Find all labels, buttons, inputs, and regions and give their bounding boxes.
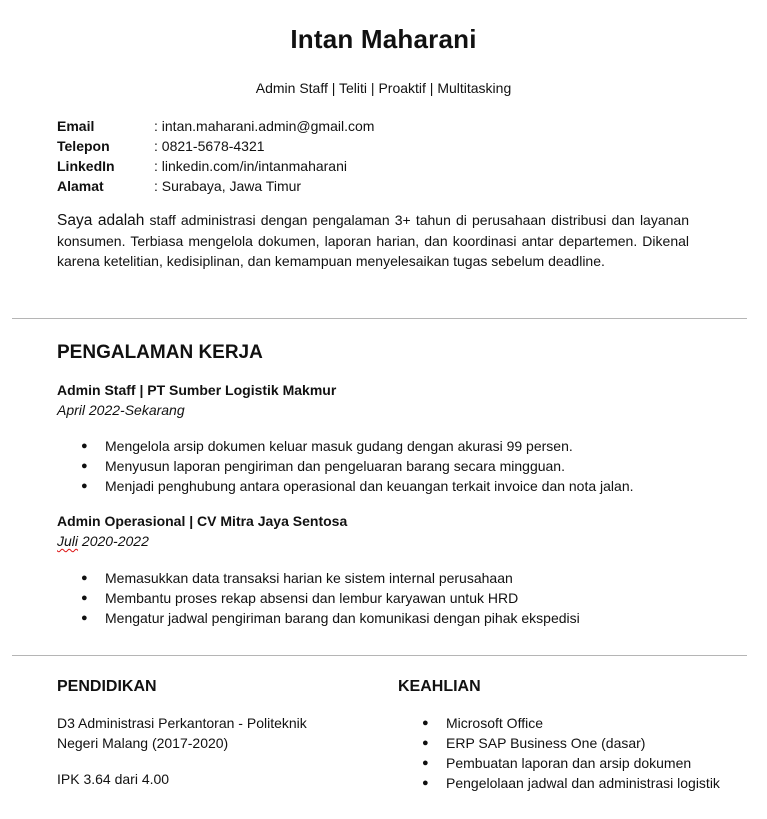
job-date (57, 533, 149, 549)
list-item: ● ERP SAP Business One (dasar) (422, 733, 722, 753)
contact-label: Email (57, 118, 95, 134)
section-divider (12, 318, 747, 319)
job-bullets (81, 436, 721, 496)
contact-value: : Surabaya, Jawa Timur (154, 178, 302, 194)
contact-row-linkedin (57, 156, 374, 176)
education-degree: D3 Administrasi Perkantoran - Politeknik Negeri Malang (2017-2020) (57, 715, 307, 751)
contact-value: : intan.maharani.admin@gmail.com (154, 118, 375, 134)
contact-label: Telepon (57, 138, 110, 154)
list-item: ● Menyusun laporan pengiriman dan pengeluaran barang secara mingguan. (81, 456, 721, 476)
skills-heading: KEAHLIAN (398, 678, 481, 695)
skills-list (422, 713, 722, 793)
contact-value: : linkedin.com/in/intanmaharani (154, 158, 347, 174)
contact-label: LinkedIn (57, 158, 115, 174)
list-item: ● Microsoft Office (422, 713, 722, 733)
job-date-years: 2020-2022 (78, 533, 149, 549)
spellcheck-word: Juli (57, 533, 79, 549)
job-title: Admin Operasional | CV Mitra Jaya Sentosa (57, 513, 348, 529)
contact-row-email (57, 116, 374, 136)
education-gpa: IPK 3.64 dari 4.00 (57, 771, 170, 787)
list-item: ● Mengatur jadwal pengiriman barang dan komunikasi dengan pihak ekspedisi (81, 608, 721, 628)
contact-row-phone (57, 136, 374, 156)
education-heading: PENDIDIKAN (57, 678, 157, 695)
list-item: ● Menjadi penghubung antara operasional dan keuangan terkait invoice dan nota jalan. (81, 476, 721, 496)
experience-heading: PENGALAMAN KERJA (57, 342, 263, 363)
summary-paragraph (57, 210, 689, 271)
list-item: ● Mengelola arsip dokumen keluar masuk gudang dengan akurasi 99 persen. (81, 436, 721, 456)
contact-value: : 0821-5678-4321 (154, 138, 265, 154)
summary-text: staff administrasi dengan pengalaman 3+ tahun di perusahaan distribusi dan layanan konsumen. Terbiasa mengelola dokumen, laporan harian, dan koordinasi antar departemen. Dikenal karena ketelitian, kedisiplinan, dan kemampuan menyelesaikan tugas sebelum deadline. (57, 212, 689, 269)
resume-name: Intan Maharani (290, 24, 477, 54)
list-item: ● Pembuatan laporan dan arsip dokumen (422, 753, 722, 773)
resume-tagline: Admin Staff | Teliti | Proaktif | Multitasking (255, 80, 512, 96)
job-date: April 2022-Sekarang (57, 402, 185, 418)
job-title: Admin Staff | PT Sumber Logistik Makmur (57, 382, 337, 398)
contact-row-address (57, 176, 374, 196)
list-item: ● Pengelolaan jadwal dan administrasi logistik (422, 773, 722, 793)
summary-lead: Saya adalah (57, 212, 145, 229)
list-item: ● Membantu proses rekap absensi dan lembur karyawan untuk HRD (81, 588, 721, 608)
contact-block (57, 116, 374, 196)
section-divider (12, 655, 747, 656)
list-item: ● Memasukkan data transaksi harian ke sistem internal perusahaan (81, 568, 721, 588)
contact-label: Alamat (57, 178, 104, 194)
job-bullets (81, 568, 721, 628)
